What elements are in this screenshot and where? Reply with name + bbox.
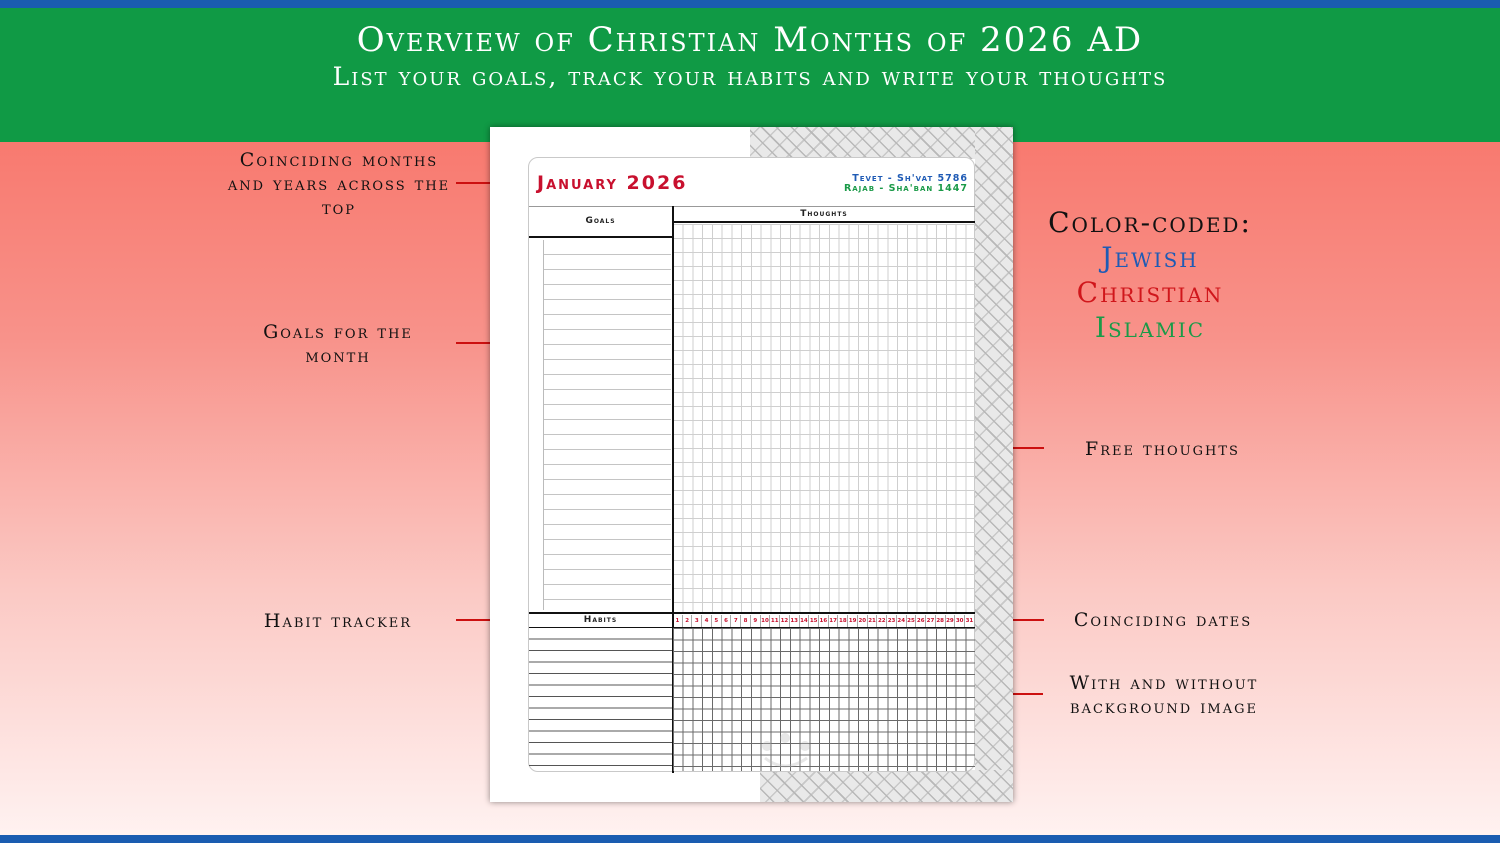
date-cell: 15 — [809, 615, 819, 627]
thoughts-heading: Thoughts — [800, 209, 848, 219]
date-cell: 21 — [868, 615, 878, 627]
date-cell: 17 — [829, 615, 839, 627]
header-divider — [529, 206, 975, 207]
date-cell: 24 — [897, 615, 907, 627]
page-subtitle: List your goals, track your habits and write your thoughts — [332, 62, 1168, 91]
goals-lined-area[interactable] — [543, 240, 671, 610]
date-cell: 2 — [683, 615, 693, 627]
dates-row — [673, 615, 975, 627]
islamic-months: Rajab - Sha'ban 1447 — [843, 183, 968, 194]
date-cell: 25 — [907, 615, 917, 627]
date-cell: 23 — [887, 615, 897, 627]
date-cell: 13 — [790, 615, 800, 627]
date-cell: 18 — [838, 615, 848, 627]
background-pattern-top — [750, 127, 1013, 159]
legend-title: Color-coded: — [1048, 206, 1252, 239]
date-cell: 8 — [741, 615, 751, 627]
callout-free-thoughts: Free thoughts — [1085, 438, 1240, 460]
date-cell: 3 — [692, 615, 702, 627]
month-title: January 2026 — [537, 172, 688, 194]
legend-islamic: Islamic — [1094, 311, 1206, 344]
date-cell: 29 — [946, 615, 956, 627]
date-cell: 5 — [712, 615, 722, 627]
date-cell: 11 — [770, 615, 780, 627]
callout-coinciding-dates: Coinciding dates — [1073, 609, 1253, 631]
date-cell: 14 — [800, 615, 810, 627]
header-banner — [0, 8, 1500, 142]
date-cell: 6 — [722, 615, 732, 627]
planner-page — [490, 127, 1013, 802]
habit-list-lines[interactable] — [529, 628, 672, 771]
watermark-logo — [757, 726, 817, 776]
goals-heading: Goals — [585, 216, 616, 226]
date-cell: 31 — [965, 615, 975, 627]
date-cell: 9 — [751, 615, 761, 627]
background-pattern-right — [975, 127, 1013, 802]
date-cell: 27 — [926, 615, 936, 627]
date-cell: 1 — [673, 615, 683, 627]
color-legend — [1025, 205, 1275, 345]
habit-tracker-grid[interactable] — [673, 628, 975, 771]
callout-coinciding-months: Coinciding months and years across the top — [227, 149, 451, 219]
date-cell: 16 — [819, 615, 829, 627]
date-cell: 19 — [848, 615, 858, 627]
date-cell: 26 — [916, 615, 926, 627]
bottom-blue-bar — [0, 835, 1500, 843]
date-cell: 7 — [731, 615, 741, 627]
date-cell: 12 — [780, 615, 790, 627]
page-title: Overview of Christian Months of 2026 AD — [356, 20, 1144, 60]
thoughts-heading-rule — [673, 221, 975, 223]
goals-heading-rule — [529, 236, 672, 238]
legend-christian: Christian — [1076, 276, 1224, 309]
date-cell: 28 — [936, 615, 946, 627]
callout-habit-tracker: Habit tracker — [263, 610, 413, 632]
callout-background: With and without background image — [1069, 672, 1259, 718]
legend-jewish: Jewish — [1101, 241, 1199, 274]
date-cell: 4 — [702, 615, 712, 627]
planner-sheet — [528, 157, 975, 772]
thoughts-grid-area[interactable] — [673, 224, 975, 614]
jewish-months: Tevet - Sh'vat 5786 — [852, 173, 968, 184]
top-blue-bar — [0, 0, 1500, 8]
date-cell: 30 — [955, 615, 965, 627]
date-cell: 10 — [761, 615, 771, 627]
date-cell: 22 — [877, 615, 887, 627]
habits-top-rule — [529, 612, 975, 614]
date-cell: 20 — [858, 615, 868, 627]
callout-goals: Goals for the month — [263, 321, 413, 367]
habits-heading: Habits — [583, 615, 618, 625]
